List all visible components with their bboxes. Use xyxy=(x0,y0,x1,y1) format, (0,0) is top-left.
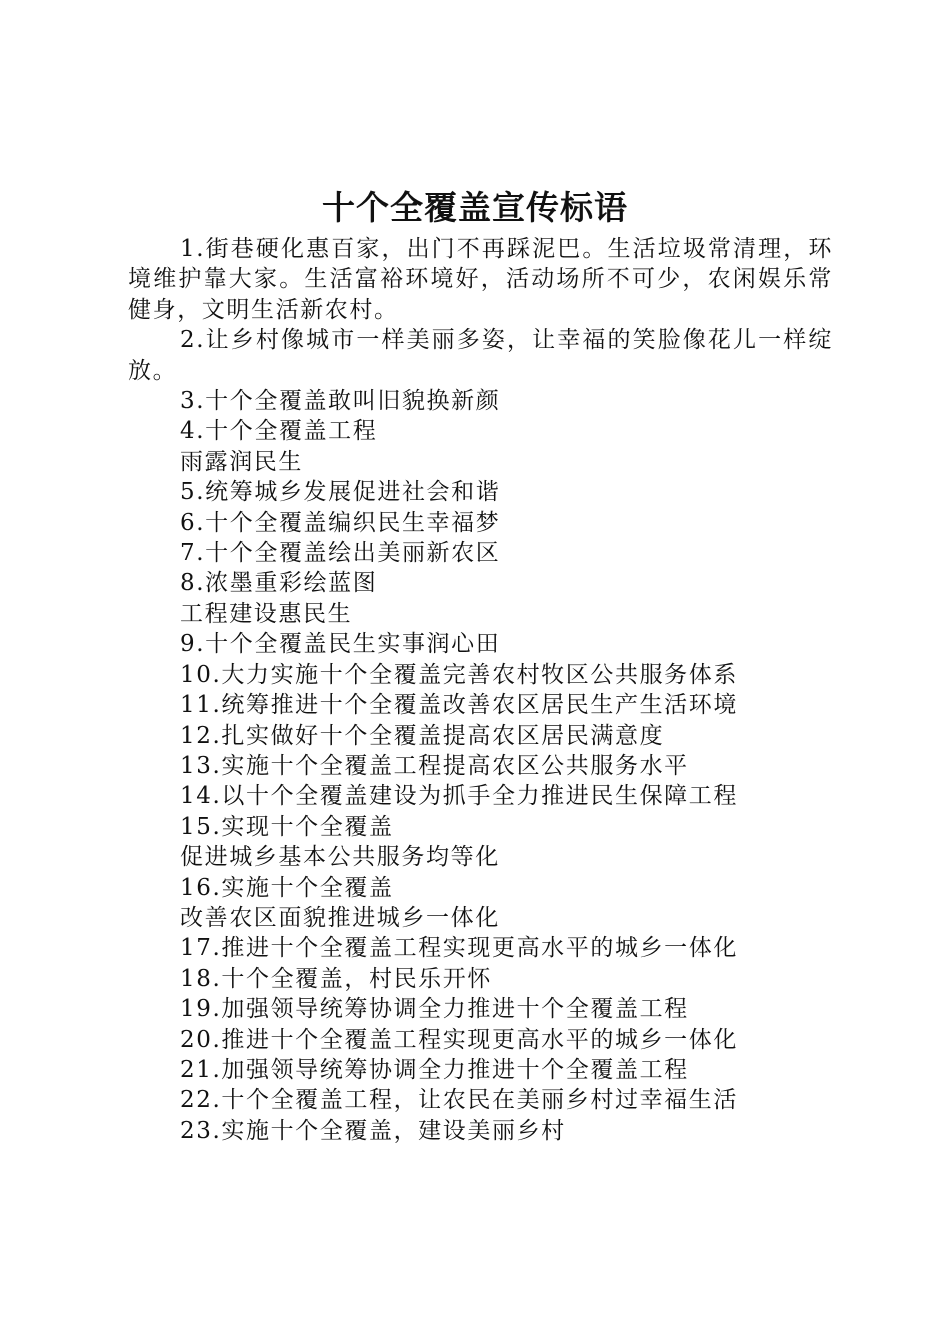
slogan-line: 23.实施十个全覆盖，建设美丽乡村 xyxy=(180,1117,566,1144)
slogan-line: 14.以十个全覆盖建设为抓手全力推进民生保障工程 xyxy=(180,783,738,810)
slogan-line: 21.加强领导统筹协调全力推进十个全覆盖工程 xyxy=(180,1056,689,1083)
slogan-line: 工程建设惠民生 xyxy=(180,600,353,627)
slogan-line: 改善农区面貌推进城乡一体化 xyxy=(180,904,500,931)
slogan-line: 13.实施十个全覆盖工程提高农区公共服务水平 xyxy=(180,752,689,779)
slogan-line: 20.推进十个全覆盖工程实现更高水平的城乡一体化 xyxy=(180,1026,738,1053)
slogan-line: 11.统筹推进十个全覆盖改善农区居民生产生活环境 xyxy=(180,692,738,719)
slogan-line: 6.十个全覆盖编织民生幸福梦 xyxy=(180,509,501,536)
slogan-line: 12.扎实做好十个全覆盖提高农区居民满意度 xyxy=(180,722,665,749)
paragraph: 2.让乡村像城市一样美丽多姿，让幸福的笑脸像花儿一样绽放。 xyxy=(128,327,833,384)
slogan-line: 4.十个全覆盖工程 xyxy=(180,418,378,445)
slogan-line: 8.浓墨重彩绘蓝图 xyxy=(180,570,378,597)
document-title: 十个全覆盖宣传标语 xyxy=(322,188,628,227)
slogan-line: 16.实施十个全覆盖 xyxy=(180,874,394,901)
slogan-line: 9.十个全覆盖民生实事润心田 xyxy=(180,631,501,658)
slogan-line: 15.实现十个全覆盖 xyxy=(180,813,394,840)
slogan-line: 促进城乡基本公共服务均等化 xyxy=(180,844,500,871)
slogan-line: 10.大力实施十个全覆盖完善农村牧区公共服务体系 xyxy=(180,661,738,688)
slogan-line: 19.加强领导统筹协调全力推进十个全覆盖工程 xyxy=(180,996,689,1023)
paragraph: 1.街巷硬化惠百家，出门不再踩泥巴。生活垃圾常清理，环境维护靠大家。生活富裕环境好，活动场所不可少，农闲娱乐常健身，文明生活新农村。 xyxy=(128,236,833,323)
slogan-line: 17.推进十个全覆盖工程实现更高水平的城乡一体化 xyxy=(180,935,738,962)
document-body xyxy=(128,234,833,1146)
slogan-line: 5.统筹城乡发展促进社会和谐 xyxy=(180,479,501,506)
slogan-line: 雨露润民生 xyxy=(180,448,303,475)
slogan-line: 3.十个全覆盖敢叫旧貌换新颜 xyxy=(180,388,501,415)
slogan-line: 22.十个全覆盖工程，让农民在美丽乡村过幸福生活 xyxy=(180,1087,738,1114)
slogan-line: 18.十个全覆盖，村民乐开怀 xyxy=(180,965,492,992)
slogan-line: 7.十个全覆盖绘出美丽新农区 xyxy=(180,540,501,567)
